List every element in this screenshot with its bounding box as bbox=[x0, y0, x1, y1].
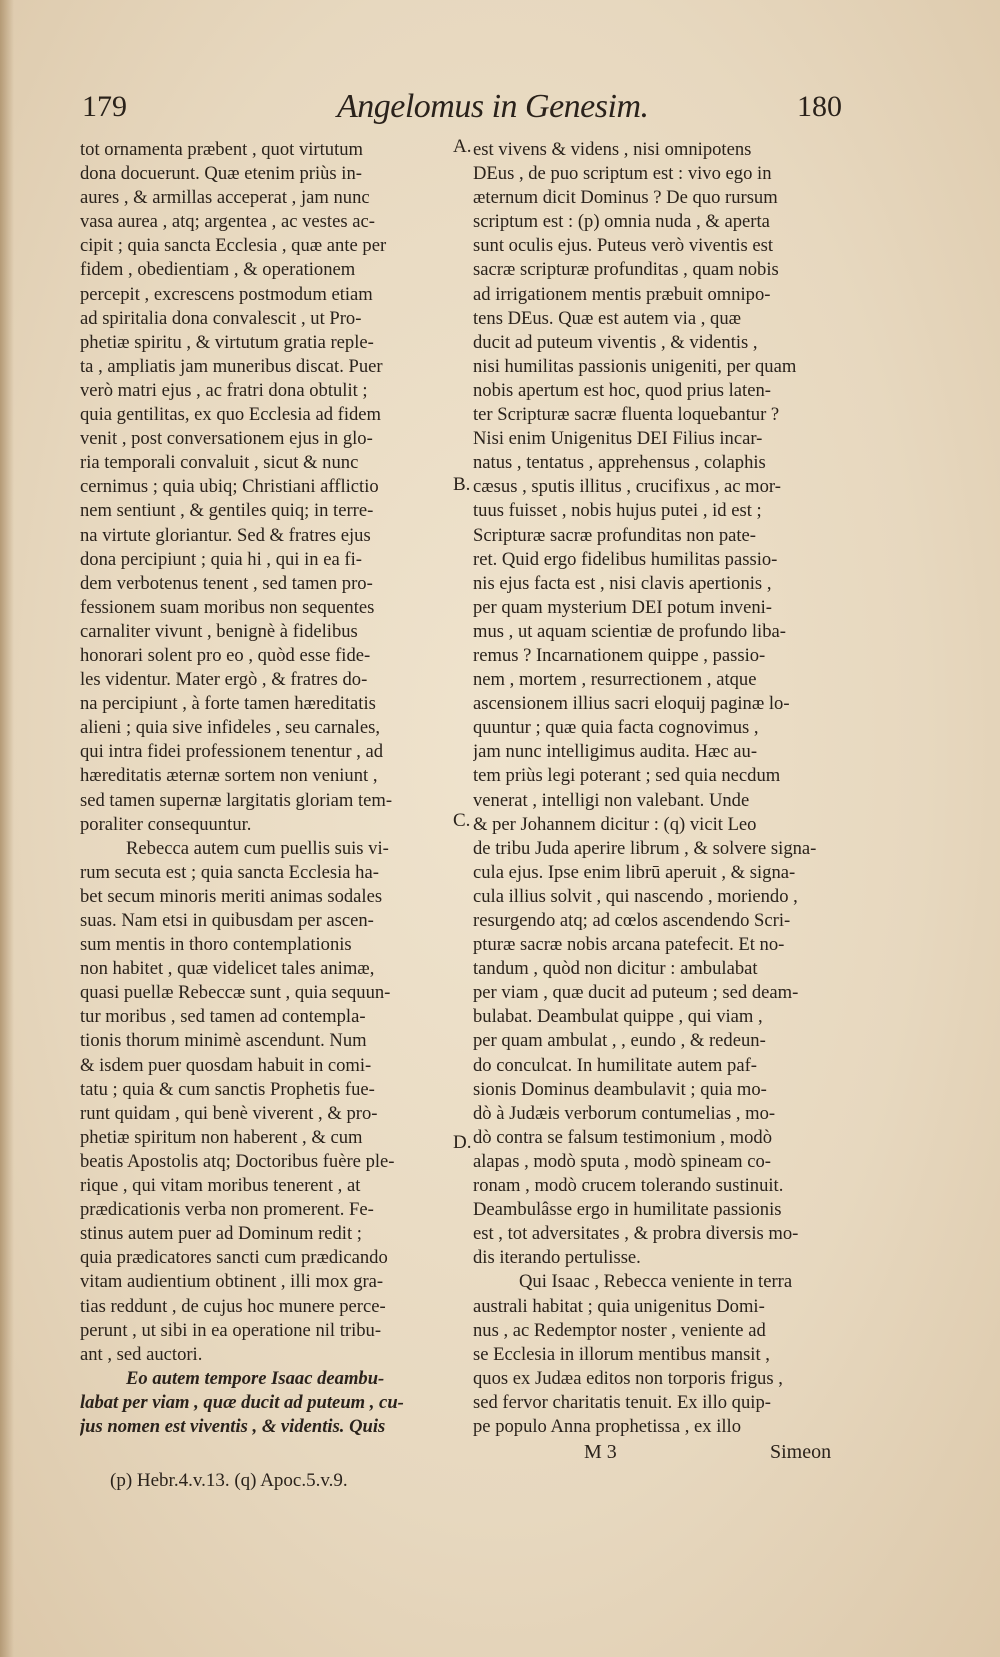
text-line: aures , & armillas acceperat , jam nunc bbox=[80, 187, 370, 209]
text-line: vasa aurea , atq; argentea , ac vestes ac- bbox=[80, 211, 375, 233]
margin-letter-a: A. bbox=[453, 136, 472, 157]
text-line: æternum dicit Dominus ? De quo rursum bbox=[473, 187, 778, 209]
text-line: tem priùs legi poterant ; sed quia necdum bbox=[473, 765, 781, 787]
text-line: rique , qui vitam moribus tenerent , at bbox=[80, 1175, 361, 1197]
text-line: Deambulâsse ergo in humilitate passionis bbox=[473, 1199, 782, 1221]
text-line: ta , ampliatis jam muneribus discat. Puer bbox=[80, 355, 383, 377]
text-line: fessionem suam moribus non sequentes bbox=[80, 596, 375, 618]
text-line: cæsus , sputis illitus , crucifixus , ac mor- bbox=[473, 476, 781, 498]
catchword: Simeon bbox=[770, 1441, 832, 1463]
text-line: quuntur ; quæ quia facta cognovimus , bbox=[473, 717, 759, 739]
text-line: ter Scripturæ sacræ fluenta loquebantur ? bbox=[473, 404, 780, 426]
text-line: tuus fuisset , nobis hujus putei , id est ; bbox=[473, 500, 762, 522]
text-line: cula ejus. Ipse enim librū aperuit , & signa- bbox=[473, 861, 796, 883]
text-line: beatis Apostolis atq; Doctoribus fuère ple- bbox=[80, 1150, 395, 1172]
text-line: vitam audientium obtinent , illi mox gra- bbox=[80, 1271, 384, 1293]
text-line: ad irrigationem mentis præbuit omnipo- bbox=[473, 283, 771, 305]
text-line: natus , tentatus , apprehensus , colaphis bbox=[473, 452, 766, 474]
text-line: dona docuerunt. Quæ etenim priùs in- bbox=[80, 163, 362, 185]
text-line: dò à Judæis verborum contumelias , mo- bbox=[473, 1102, 776, 1124]
text-line: venerat , intelligi non valebant. Unde bbox=[473, 789, 750, 811]
text-line: stinus autem puer ad Dominum redit ; bbox=[80, 1223, 362, 1245]
text-line: Nisi enim Unigenitus DEI Filius incar- bbox=[473, 428, 763, 450]
text-line: australi habitat ; quia unigenitus Domi- bbox=[473, 1295, 765, 1317]
text-line: ria temporali convaluit , sicut & nunc bbox=[80, 452, 359, 474]
text-line: dem verbotenus tenent , sed tamen pro- bbox=[80, 572, 373, 594]
text-line: jam nunc intelligimus audita. Hæc au- bbox=[473, 741, 758, 763]
text-line: sunt oculis ejus. Puteus verò viventis est bbox=[473, 235, 774, 257]
text-line: qui intra fidei professionem tenentur , ad bbox=[80, 741, 384, 763]
text-line: tandum , quòd non dicitur : ambulabat bbox=[473, 958, 758, 980]
text-line: sionis Dominus deambulavit ; quia mo- bbox=[473, 1078, 767, 1100]
text-line: phetiæ spiritum non haberent , & cum bbox=[80, 1126, 363, 1148]
text-line: do conculcat. In humilitate autem paf- bbox=[473, 1054, 757, 1076]
text-line: hæreditatis æternæ sortem non veniunt , bbox=[80, 765, 378, 787]
text-line: sacræ scripturæ profunditas , quam nobis bbox=[473, 259, 779, 281]
text-line: tionis thorum minimè ascendunt. Num bbox=[80, 1030, 367, 1052]
text-line: phetiæ spiritu , & virtutum gratia reple- bbox=[80, 331, 374, 353]
text-line: quos ex Judæa editos non torporis frigus , bbox=[473, 1367, 783, 1389]
text-line: pe populo Anna prophetissa , ex illo bbox=[473, 1415, 742, 1437]
text-line: remus ? Incarnationem quippe , passio- bbox=[473, 644, 766, 666]
margin-letter-d: D. bbox=[453, 1132, 472, 1153]
text-line: & per Johannem dicitur : (q) vicit Leo bbox=[473, 813, 757, 835]
text-line: dis iterando pertulisse. bbox=[473, 1247, 641, 1269]
text-line: nisi humilitas passionis unigeniti, per quam bbox=[473, 355, 797, 377]
text-line: scriptum est : (p) omnia nuda , & aperta bbox=[473, 211, 770, 233]
text-line: bulabat. Deambulat quippe , qui viam , bbox=[473, 1006, 763, 1028]
text-line: ad spiritalia dona convalescit , ut Pro- bbox=[80, 307, 362, 329]
margin-letter-b: B. bbox=[453, 474, 471, 495]
text-line: na percipiunt , à forte tamen hæreditatis bbox=[80, 693, 376, 715]
text-line: nis ejus facta est , nisi clavis apertionis , bbox=[473, 572, 772, 594]
text-line: labat per viam , quæ ducit ad puteum , cu- bbox=[80, 1391, 404, 1413]
text-line: alapas , modò sputa , modò spineam co- bbox=[473, 1150, 771, 1172]
text-line: & isdem puer quosdam habuit in comi- bbox=[80, 1054, 372, 1076]
text-line: rum secuta est ; quia sancta Ecclesia ha- bbox=[80, 861, 379, 883]
page-number-right: 180 bbox=[797, 90, 842, 123]
running-title: Angelomus in Genesim. bbox=[337, 88, 649, 125]
footnotes: (p) Hebr.4.v.13. (q) Apoc.5.v.9. bbox=[110, 1470, 348, 1491]
text-line: tens DEus. Quæ est autem via , quæ bbox=[473, 307, 742, 329]
text-line: sed tamen supernæ largitatis gloriam tem- bbox=[80, 789, 393, 811]
text-line: quia prædicatores sancti cum prædicando bbox=[80, 1247, 388, 1269]
text-line: carnaliter vivunt , benignè à fidelibus bbox=[80, 620, 358, 642]
text-line: nus , ac Redemptor noster , veniente ad bbox=[473, 1319, 766, 1341]
text-line: perunt , ut sibi in ea operatione nil tribu- bbox=[80, 1319, 382, 1341]
text-line: jus nomen est viventis , & videntis. Quis bbox=[80, 1415, 386, 1437]
text-line: fidem , obedientiam , & operationem bbox=[80, 259, 356, 281]
text-line: non habitet , quæ videlicet tales animæ, bbox=[80, 958, 375, 980]
text-line: dò contra se falsum testimonium , modò bbox=[473, 1126, 773, 1148]
left-column bbox=[80, 138, 452, 1439]
text-line: ant , sed auctori. bbox=[80, 1343, 203, 1365]
text-line: est , tot adversitates , & probra diversis mo- bbox=[473, 1223, 799, 1245]
text-line: ret. Quid ergo fidelibus humilitas passio- bbox=[473, 548, 778, 570]
text-line: tatu ; quia & cum sanctis Prophetis fue- bbox=[80, 1078, 375, 1100]
text-line: DEus , de puo scriptum est : vivo ego in bbox=[473, 163, 772, 185]
text-line: cernimus ; quia ubiq; Christiani afflictio bbox=[80, 476, 379, 498]
text-line: resurgendo atq; ad cœlos ascendendo Scri- bbox=[473, 910, 791, 931]
text-line: cipit ; quia sancta Ecclesia , quæ ante per bbox=[80, 235, 387, 257]
text-line: ascensionem illius sacri eloquij paginæ lo- bbox=[473, 693, 790, 715]
text-line: per quam ambulat , , eundo , & redeun- bbox=[473, 1030, 766, 1052]
text-line: nobis apertum est hoc, quod prius laten- bbox=[473, 379, 771, 401]
text-line: quia gentilitas, ex quo Ecclesia ad fidem bbox=[80, 404, 382, 426]
text-line: Qui Isaac , Rebecca veniente in terra bbox=[519, 1271, 793, 1293]
text-line: prædicationis verba non promerent. Fe- bbox=[80, 1199, 374, 1221]
text-line: de tribu Juda aperire librum , & solvere signa- bbox=[473, 837, 817, 859]
text-line: alieni ; quia sive infideles , seu carnales, bbox=[80, 717, 380, 739]
text-line: poraliter consequuntur. bbox=[80, 813, 252, 835]
text-line: runt quidam , qui benè viverent , & pro- bbox=[80, 1102, 378, 1124]
text-line: bet secum minoris meriti animas sodales bbox=[80, 885, 383, 907]
text-line: sed fervor charitatis tenuit. Ex illo quip- bbox=[473, 1391, 771, 1413]
text-line: nem sentiunt , & gentiles quiq; in terre- bbox=[80, 500, 374, 522]
text-line: sum mentis in thoro contemplationis bbox=[80, 934, 352, 956]
text-line: les videntur. Mater ergò , & fratres do- bbox=[80, 669, 368, 691]
text-line: pturæ sacræ nobis arcana patefecit. Et no- bbox=[473, 934, 785, 956]
text-line: venit , post conversationem ejus in glo- bbox=[80, 428, 373, 450]
text-line: se Ecclesia in illorum mentibus mansit , bbox=[473, 1343, 770, 1365]
text-line: ducit ad puteum viventis , & videntis , bbox=[473, 331, 758, 353]
text-line: per viam , quæ ducit ad puteum ; sed deam- bbox=[473, 982, 799, 1004]
text-line: quasi puellæ Rebeccæ sunt , quia sequun- bbox=[80, 982, 391, 1004]
text-line: ronam , modò crucem tolerando sustinuit. bbox=[473, 1175, 784, 1197]
page-edge-shadow bbox=[0, 0, 14, 1657]
text-line: percepit , excrescens postmodum etiam bbox=[80, 283, 373, 305]
page-number-left: 179 bbox=[82, 90, 127, 123]
text-line: cula illius solvit , qui nascendo , moriendo , bbox=[473, 885, 798, 907]
text-line: Eo autem tempore Isaac deambu- bbox=[126, 1367, 385, 1389]
text-line: est vivens & videns , nisi omnipotens bbox=[473, 139, 752, 160]
text-line: mus , ut aquam scientiæ de profundo liba- bbox=[473, 620, 786, 642]
signature-mark: M 3 bbox=[584, 1441, 617, 1463]
text-line: suas. Nam etsi in quibusdam per ascen- bbox=[80, 910, 374, 931]
page-header bbox=[82, 90, 842, 136]
margin-letter-c: C. bbox=[453, 810, 471, 831]
text-line: Scripturæ sacræ profunditas non pate- bbox=[473, 524, 756, 546]
right-column bbox=[473, 138, 837, 1439]
text-line: dona percipiunt ; quia hi , qui in ea fi- bbox=[80, 548, 362, 570]
text-line: verò matri ejus , ac fratri dona obtulit ; bbox=[80, 379, 368, 401]
text-line: tot ornamenta præbent , quot virtutum bbox=[80, 139, 363, 160]
text-line: tias reddunt , de cujus hoc munere perce- bbox=[80, 1295, 386, 1317]
text-line: honorari solent pro eo , quòd esse fide- bbox=[80, 644, 371, 666]
text-line: nem , mortem , resurrectionem , atque bbox=[473, 669, 757, 691]
text-line: tur moribus , sed tamen ad contempla- bbox=[80, 1006, 366, 1028]
text-line: Rebecca autem cum puellis suis vi- bbox=[126, 837, 389, 859]
text-line: na virtute gloriantur. Sed & fratres ejus bbox=[80, 524, 371, 546]
text-line: per quam mysterium DEI potum inveni- bbox=[473, 596, 772, 618]
